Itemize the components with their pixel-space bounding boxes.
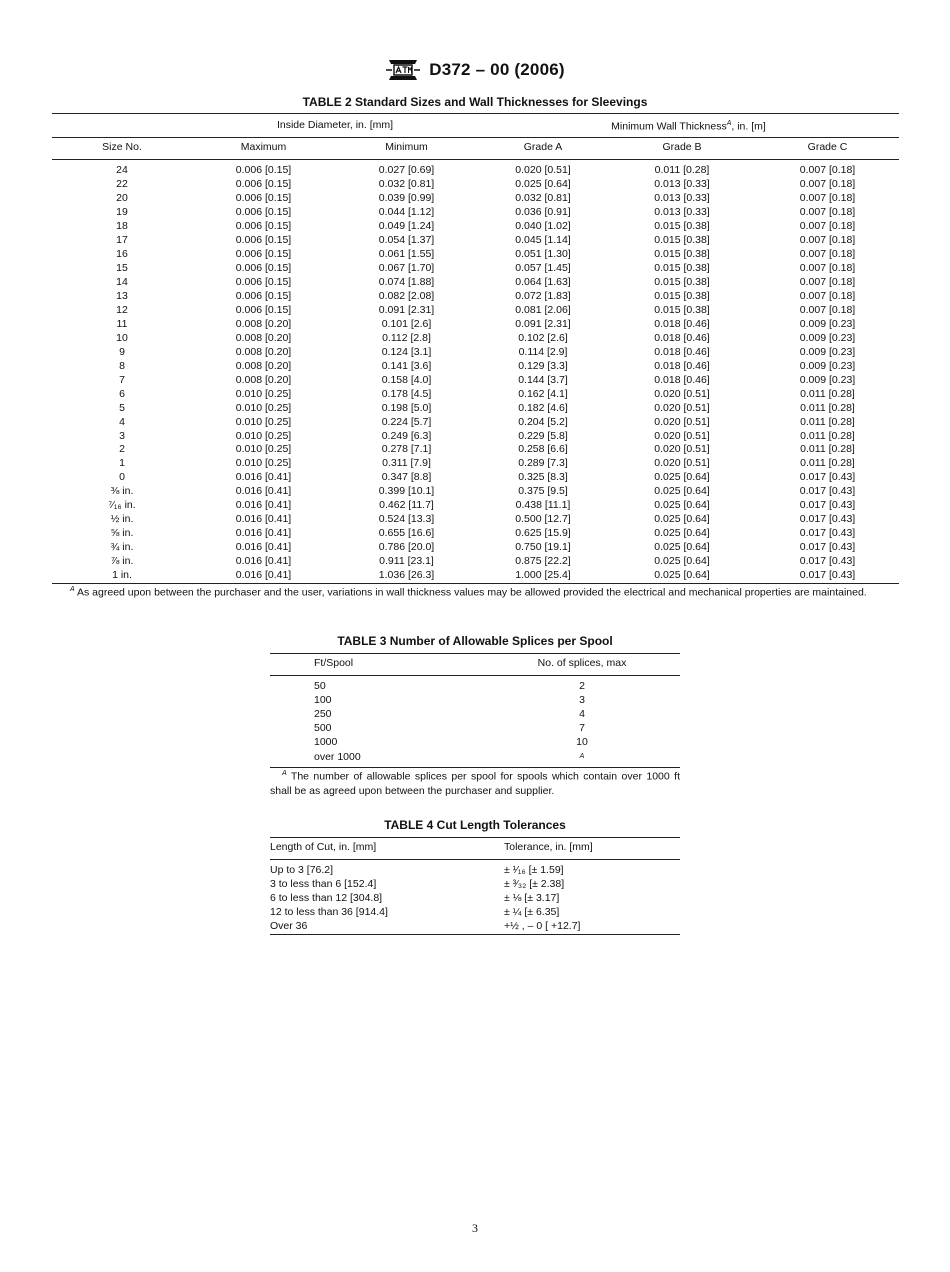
table-row	[52, 248, 899, 262]
table-cell: 0.625 [15.9]	[515, 527, 571, 540]
table-cell: 0.027 [0.69]	[378, 164, 435, 177]
table-cell: 0.009 [0.23]	[799, 359, 856, 372]
table-cell: 0.025 [0.64]	[654, 555, 710, 568]
table-cell: ⅞ in.	[110, 555, 134, 568]
table-cell: 0.064 [1.63]	[515, 276, 571, 289]
table3-footnote: $^A$ The number of allowable splices per spool for spools which contain over 1000 ft shall be as agreed upon between the purchaser and supplier.	[270, 770, 680, 797]
table-cell: 0.016 [0.41]	[235, 541, 292, 554]
table-cell: 17	[116, 234, 128, 247]
table-cell: 0.018 [0.46]	[654, 345, 710, 358]
table-cell: 0.375 [9.5]	[518, 485, 568, 498]
table-cell: 0.082 [2.08]	[378, 289, 435, 302]
table-cell: 0.008 [0.20]	[235, 345, 292, 358]
table-cell: over 1000	[314, 751, 361, 764]
table2-column-header: Minimum	[335, 138, 478, 160]
table-cell: 0.007 [0.18]	[799, 192, 856, 205]
table-cell: 3 to less than 6 [152.4]	[270, 877, 377, 890]
table-cell: 0.006 [0.15]	[235, 220, 292, 233]
table-cell: 0.009 [0.23]	[799, 317, 856, 330]
table-cell: 0.015 [0.38]	[654, 289, 710, 302]
table-cell: ± ⅛ [± 3.17]	[504, 891, 560, 904]
table-cell: ± ³⁄₃₂ [± 2.38]	[504, 877, 565, 890]
table-row	[52, 332, 899, 346]
table-cell: 0.311 [7.9]	[382, 457, 431, 470]
table-cell: 0.911 [23.1]	[379, 555, 434, 568]
table-cell: 0.007 [0.18]	[799, 276, 856, 289]
table-cell: 0.017 [0.43]	[799, 499, 856, 512]
table-cell: 3	[119, 429, 125, 442]
table-cell: 0.009 [0.23]	[799, 345, 856, 358]
table-cell: 10	[576, 735, 588, 748]
page-number: 3	[472, 1221, 478, 1235]
table-cell: 0.010 [0.25]	[235, 429, 292, 442]
table-cell: 50	[314, 679, 326, 692]
table-row	[270, 722, 680, 736]
table-cell: ½ in.	[110, 513, 134, 526]
table4	[270, 837, 680, 935]
table-row	[52, 360, 899, 374]
table-cell: 0.278 [7.1]	[381, 443, 432, 456]
table-row	[52, 220, 899, 234]
table-row	[52, 569, 899, 583]
table-cell: 0.020 [0.51]	[515, 164, 571, 177]
table-cell: 0.016 [0.41]	[235, 555, 292, 568]
table-cell: 2	[119, 443, 125, 456]
table-cell: 0.051 [1.30]	[515, 248, 571, 261]
table-row	[270, 906, 680, 920]
table-cell: 0.020 [0.51]	[654, 457, 710, 470]
table-row	[52, 192, 899, 206]
table2-column-header: Grade A	[478, 138, 608, 160]
table-row	[270, 750, 680, 768]
table-cell: 0.025 [0.64]	[654, 569, 710, 582]
table-cell: 0.124 [3.1]	[381, 345, 432, 358]
table-cell: 0.198 [5.0]	[381, 401, 432, 414]
table-cell: 0.010 [0.25]	[235, 457, 292, 470]
table-cell: 1.000 [25.4]	[515, 569, 571, 582]
table-cell: 0.007 [0.18]	[799, 220, 856, 233]
table-cell: 0.006 [0.15]	[235, 303, 292, 316]
table-cell: 0.015 [0.38]	[654, 234, 710, 247]
table-cell: 0.015 [0.38]	[654, 303, 710, 316]
table-cell: 0.786 [20.0]	[378, 541, 435, 554]
table-cell: 2	[579, 679, 585, 692]
table-cell: 18	[116, 220, 128, 233]
table-cell: 500	[314, 721, 332, 734]
table-cell: ¾ in.	[110, 541, 134, 554]
table-row	[52, 304, 899, 318]
table-cell: 6 to less than 12 [304.8]	[270, 891, 383, 904]
table-cell: 0.875 [22.2]	[515, 555, 571, 568]
table3-column-header: Ft/Spool	[270, 654, 484, 676]
table-row	[52, 471, 899, 485]
table-cell: 1.036 [26.3]	[378, 569, 435, 582]
table-cell: 0.007 [0.18]	[799, 206, 856, 219]
table-cell: 0.011 [0.28]	[800, 429, 855, 442]
table2-group-inside-diameter: Inside Diameter, in. [mm]	[52, 114, 478, 138]
table2-column-header: Maximum	[192, 138, 335, 160]
table-cell: 0.067 [1.70]	[378, 262, 435, 275]
astm-logo-icon	[385, 54, 421, 86]
table-row	[270, 920, 680, 934]
table-cell: 5	[119, 401, 125, 414]
table-cell: 0.036 [0.91]	[515, 206, 571, 219]
table-cell: 0.006 [0.15]	[235, 248, 292, 261]
table-cell: 0.008 [0.20]	[235, 317, 292, 330]
table-cell: 9	[119, 345, 125, 358]
table-cell: 0.007 [0.18]	[799, 303, 856, 316]
table-cell: 0.007 [0.18]	[799, 164, 856, 177]
table-cell: 0.015 [0.38]	[654, 248, 710, 261]
table-row	[52, 541, 899, 555]
table-cell: 0.158 [4.0]	[381, 373, 432, 386]
table-cell: Up to 3 [76.2]	[270, 863, 334, 876]
table-cell: 0.007 [0.18]	[799, 262, 856, 275]
table-cell: 0.017 [0.43]	[799, 569, 856, 582]
table-cell: 0.057 [1.45]	[515, 262, 571, 275]
table-row	[52, 555, 899, 569]
table-cell: 0.011 [0.28]	[654, 164, 710, 177]
table-cell: 0.008 [0.20]	[235, 331, 292, 344]
table-row	[52, 178, 899, 192]
table-cell: 0.013 [0.33]	[654, 178, 710, 191]
table-cell: 100	[314, 693, 332, 706]
table-cell: 0.178 [4.5]	[381, 387, 432, 400]
table-cell: 7	[119, 373, 125, 386]
table-row	[52, 234, 899, 248]
table-cell: 0.025 [0.64]	[515, 178, 571, 191]
table-cell: +½ , – 0 [ +12.7]	[504, 919, 581, 932]
table-cell: 0.010 [0.25]	[235, 415, 292, 428]
table-cell: 0.044 [1.12]	[378, 206, 435, 219]
table-cell: 12 to less than 36 [914.4]	[270, 905, 388, 918]
table-cell: 0.750 [19.1]	[515, 541, 571, 554]
table2-column-header: Grade C	[756, 138, 899, 160]
table-cell: 0.258 [6.6]	[518, 443, 568, 456]
table-cell: 0.025 [0.64]	[654, 513, 710, 526]
table-cell: 0.008 [0.20]	[235, 359, 292, 372]
footnote-marker: A	[579, 752, 585, 760]
table-cell: Over 36	[270, 919, 308, 932]
table-row	[52, 206, 899, 220]
table-cell: 0.006 [0.15]	[235, 262, 292, 275]
table-cell: 0.010 [0.25]	[235, 401, 292, 414]
table-row	[270, 878, 680, 892]
table-cell: 19	[116, 206, 128, 219]
table-cell: 0.017 [0.43]	[799, 485, 856, 498]
table-cell: 0.399 [10.1]	[378, 485, 435, 498]
table2	[52, 113, 899, 584]
table-cell: 0.025 [0.64]	[654, 471, 710, 484]
table-cell: 0.114 [2.9]	[518, 345, 568, 358]
table2-group-wall-thickness: Minimum Wall Thickness$^A$, in. [m]	[478, 114, 899, 138]
table-row	[52, 457, 899, 471]
table-cell: 0.006 [0.15]	[235, 206, 292, 219]
table-cell: 0.016 [0.41]	[235, 569, 292, 582]
table-row	[270, 736, 680, 750]
table-cell: 12	[116, 303, 128, 316]
table-cell: 0.025 [0.64]	[654, 541, 710, 554]
table-cell: 22	[116, 178, 128, 191]
table-row	[270, 708, 680, 722]
table3-column-header: No. of splices, max	[484, 654, 680, 676]
table-cell: 0.011 [0.28]	[800, 401, 855, 414]
table-cell: 3	[579, 693, 585, 706]
table-cell: 0.129 [3.3]	[518, 359, 568, 372]
table-cell: 0.018 [0.46]	[654, 359, 710, 372]
table2-footnote: $^A$ As agreed upon between the purchaser and the user, variations in wall thickness values may be allowed provided the electrical and mechanical properties are maintained.	[70, 586, 867, 599]
table-row	[270, 859, 680, 877]
table-row	[270, 694, 680, 708]
table-cell: 0.006 [0.15]	[235, 192, 292, 205]
table-cell: 4	[579, 707, 585, 720]
table-row	[52, 485, 899, 499]
table-cell: 7	[579, 721, 585, 734]
table-cell: 0.025 [0.64]	[654, 527, 710, 540]
table-cell: 0.020 [0.51]	[654, 443, 710, 456]
table-cell: 0.462 [11.7]	[379, 499, 434, 512]
table-row	[52, 346, 899, 360]
table-row	[270, 892, 680, 906]
table-cell: 0.102 [2.6]	[518, 331, 568, 344]
table3-caption: TABLE 3 Number of Allowable Splices per Spool	[337, 634, 613, 648]
table-cell: 0.032 [0.81]	[515, 192, 571, 205]
table-cell: 0.006 [0.15]	[235, 178, 292, 191]
table-cell: 0	[119, 471, 125, 484]
table-cell: 13	[116, 289, 128, 302]
table-cell: ± ¼ [± 6.35]	[504, 905, 560, 918]
table-cell: 0.224 [5.7]	[381, 415, 432, 428]
table-cell: 0.325 [8.3]	[518, 471, 568, 484]
table-row	[52, 160, 899, 178]
table-cell: 15	[116, 262, 128, 275]
table-cell: 0.049 [1.24]	[378, 220, 435, 233]
table2-caption: TABLE 2 Standard Sizes and Wall Thicknesses for Sleevings	[302, 95, 648, 109]
table-cell: 0.013 [0.33]	[654, 206, 710, 219]
table-cell: 0.016 [0.41]	[235, 527, 292, 540]
table-cell: 0.072 [1.83]	[515, 289, 571, 302]
table-cell: 0.016 [0.41]	[235, 513, 292, 526]
table-cell: 1	[119, 457, 125, 470]
table-cell: 0.018 [0.46]	[654, 331, 710, 344]
table-cell: 0.020 [0.51]	[654, 401, 710, 414]
table-cell: 20	[116, 192, 128, 205]
table-cell: 4	[119, 415, 125, 428]
table-cell: 0.081 [2.06]	[515, 303, 571, 316]
table-cell: 0.182 [4.6]	[518, 401, 568, 414]
table-cell: 0.025 [0.64]	[654, 485, 710, 498]
table-row	[52, 443, 899, 457]
table-cell: 0.017 [0.43]	[799, 555, 856, 568]
table-cell: 16	[116, 248, 128, 261]
table2-column-header: Grade B	[608, 138, 756, 160]
table-row	[52, 290, 899, 304]
table4-caption: TABLE 4 Cut Length Tolerances	[384, 818, 566, 832]
table-row	[52, 262, 899, 276]
table-cell: 11	[116, 317, 128, 330]
table-cell: 0.144 [3.7]	[518, 373, 568, 386]
table-cell: ⁷⁄₁₆ in.	[108, 499, 136, 512]
table-cell: 0.061 [1.55]	[378, 248, 435, 261]
table-cell: 0.009 [0.23]	[799, 331, 856, 344]
table-row	[52, 374, 899, 388]
table-cell: 0.007 [0.18]	[799, 248, 856, 261]
table4-column-header: Length of Cut, in. [mm]	[270, 838, 504, 860]
table-cell: 0.091 [2.31]	[378, 303, 435, 316]
table-cell: 0.040 [1.02]	[515, 220, 571, 233]
table-cell: 1 in.	[112, 569, 132, 582]
table-cell: 0.006 [0.15]	[235, 164, 292, 177]
table-cell: 0.006 [0.15]	[235, 234, 292, 247]
table-row	[52, 416, 899, 430]
table-cell: 10	[116, 331, 128, 344]
table-cell: ± ¹⁄₁₆ [± 1.59]	[504, 863, 564, 876]
table-cell: 0.017 [0.43]	[799, 513, 856, 526]
table-cell: 0.020 [0.51]	[654, 387, 710, 400]
table-cell: 0.011 [0.28]	[800, 415, 855, 428]
table-cell: 0.006 [0.15]	[235, 289, 292, 302]
table-cell: 0.013 [0.33]	[654, 192, 710, 205]
table-cell: 0.018 [0.46]	[654, 373, 710, 386]
table-cell: 0.249 [6.3]	[381, 429, 432, 442]
table-row	[52, 513, 899, 527]
table-cell: 0.141 [3.6]	[381, 359, 432, 372]
table-cell: 0.017 [0.43]	[799, 527, 856, 540]
table-cell	[484, 750, 680, 768]
table-cell: 1000	[314, 735, 338, 748]
table-cell: 0.015 [0.38]	[654, 262, 710, 275]
table-cell: 0.006 [0.15]	[235, 276, 292, 289]
table-cell: 0.101 [2.6]	[381, 317, 432, 330]
table-cell: 0.007 [0.18]	[799, 289, 856, 302]
table-row	[52, 388, 899, 402]
table-cell: 0.112 [2.8]	[382, 331, 431, 344]
table-cell: ⅝ in.	[110, 527, 134, 540]
table-cell: 0.229 [5.8]	[518, 429, 568, 442]
table-cell: 0.011 [0.28]	[800, 387, 855, 400]
table-cell: 0.007 [0.18]	[799, 178, 856, 191]
table-cell: 0.045 [1.14]	[515, 234, 571, 247]
table-row	[52, 276, 899, 290]
table-cell: 0.204 [5.2]	[518, 415, 568, 428]
page-header	[0, 54, 950, 86]
table-cell: 0.016 [0.41]	[235, 499, 292, 512]
table-cell: 14	[116, 276, 128, 289]
document-id: D372 – 00 (2006)	[429, 60, 565, 79]
table-cell: 0.162 [4.1]	[518, 387, 568, 400]
table3	[270, 653, 680, 768]
table-cell: 0.500 [12.7]	[515, 513, 571, 526]
table-row	[270, 675, 680, 693]
table-cell: 0.008 [0.20]	[235, 373, 292, 386]
table-cell: 0.020 [0.51]	[654, 415, 710, 428]
table-cell: 0.017 [0.43]	[799, 471, 856, 484]
table2-column-header: Size No.	[52, 138, 192, 160]
table-cell: 0.010 [0.25]	[235, 443, 292, 456]
table-cell: 0.438 [11.1]	[515, 499, 571, 512]
table-cell: 0.039 [0.99]	[378, 192, 435, 205]
table-cell: 0.015 [0.38]	[654, 220, 710, 233]
table-cell: 0.007 [0.18]	[799, 234, 856, 247]
table-cell: 0.010 [0.25]	[235, 387, 292, 400]
table-cell: 0.289 [7.3]	[518, 457, 568, 470]
table-cell: 0.015 [0.38]	[654, 276, 710, 289]
table-cell: 0.011 [0.28]	[800, 443, 855, 456]
table-cell: 24	[116, 164, 128, 177]
table-cell: ⅜ in.	[110, 485, 134, 498]
table-row	[52, 527, 899, 541]
table-cell: 0.347 [8.8]	[381, 471, 432, 484]
table-cell: 0.009 [0.23]	[799, 373, 856, 386]
table-cell: 0.074 [1.88]	[378, 276, 435, 289]
table-row	[52, 402, 899, 416]
table-cell: 6	[119, 387, 125, 400]
table4-column-header: Tolerance, in. [mm]	[504, 838, 680, 860]
table-cell: 0.054 [1.37]	[378, 234, 435, 247]
table-cell: 0.020 [0.51]	[654, 429, 710, 442]
table-cell: 0.655 [16.6]	[378, 527, 435, 540]
table-cell: 0.091 [2.31]	[515, 317, 571, 330]
table-cell: 0.011 [0.28]	[800, 457, 855, 470]
table-cell: 0.524 [13.3]	[378, 513, 435, 526]
table-cell: 0.016 [0.41]	[235, 485, 292, 498]
table-cell: 0.016 [0.41]	[235, 471, 292, 484]
table-row	[52, 430, 899, 444]
table-cell: 250	[314, 707, 332, 720]
table-row	[52, 499, 899, 513]
table-cell: 0.017 [0.43]	[799, 541, 856, 554]
table-cell: 0.025 [0.64]	[654, 499, 710, 512]
table-cell: 8	[119, 359, 125, 372]
table-row	[52, 318, 899, 332]
table-cell: 0.018 [0.46]	[654, 317, 710, 330]
table-cell: 0.032 [0.81]	[378, 178, 435, 191]
